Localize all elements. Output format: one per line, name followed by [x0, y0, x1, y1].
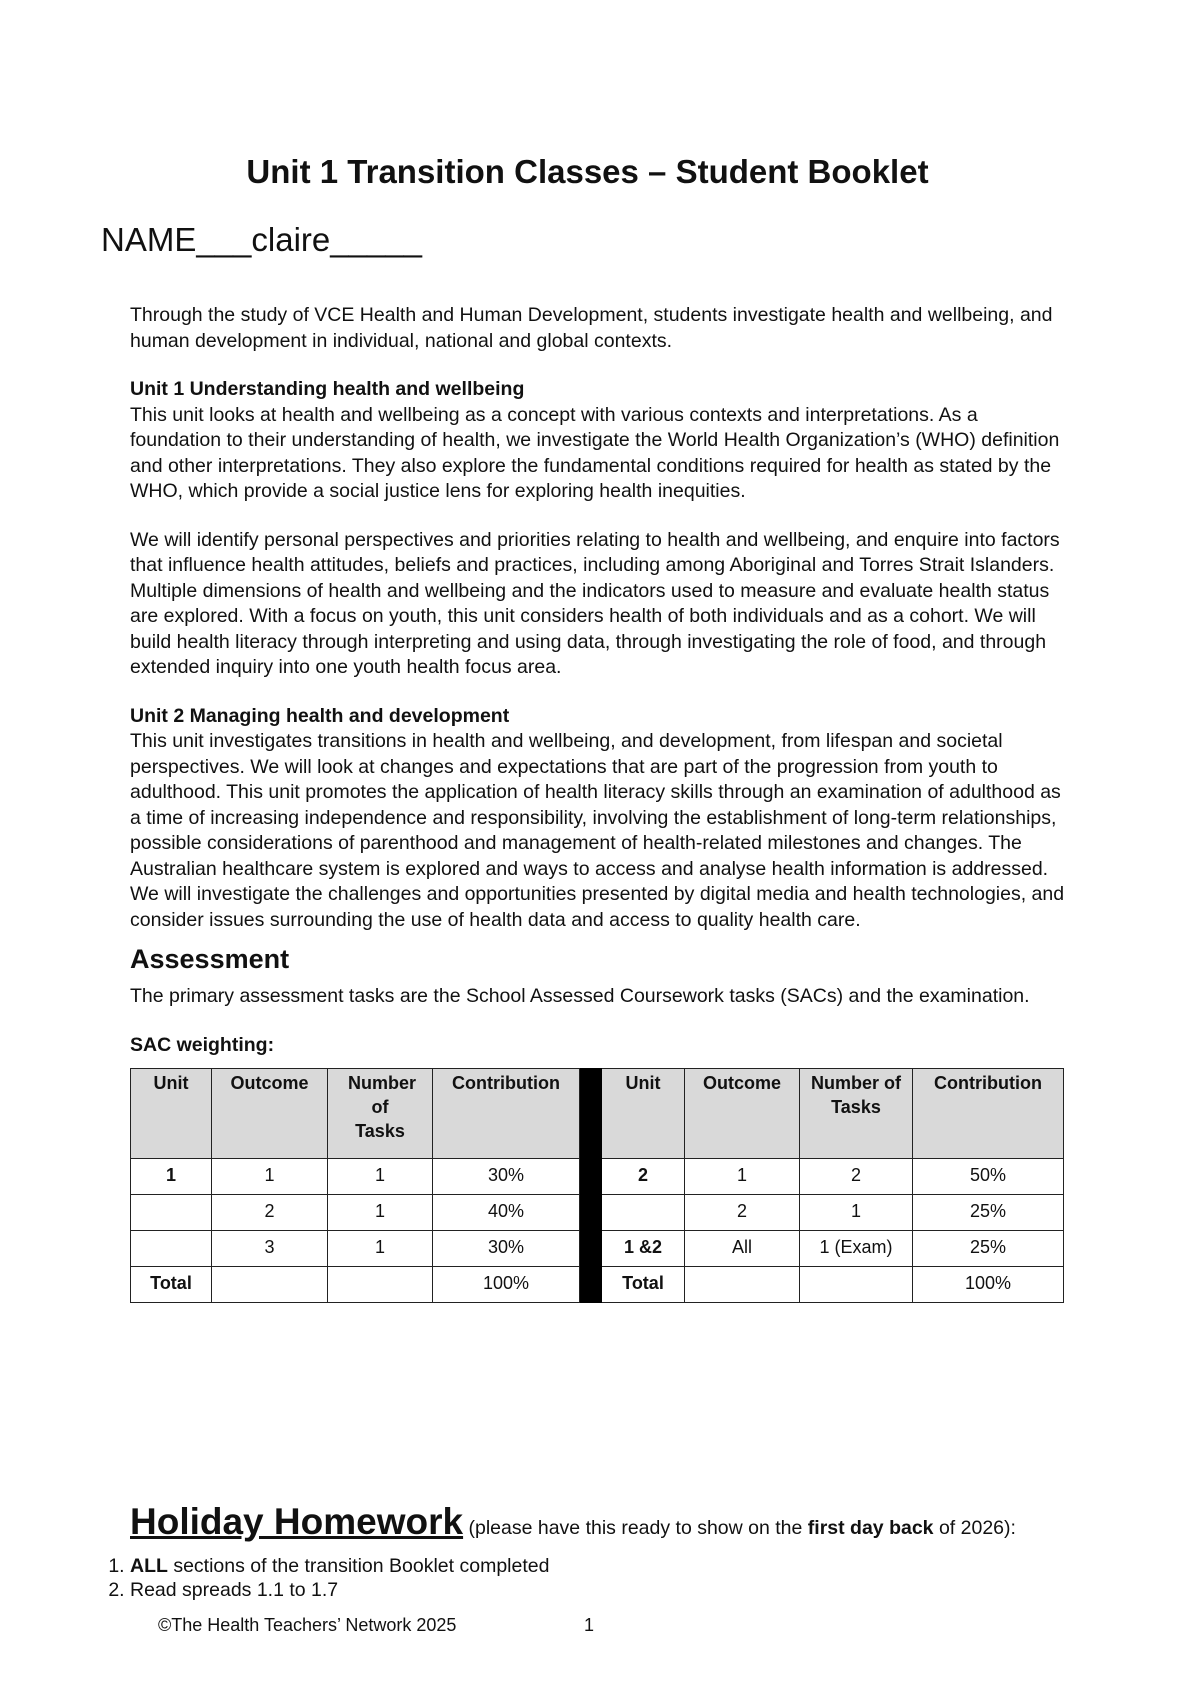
- header-number-of-tasks: Number of Tasks: [800, 1068, 913, 1158]
- cell-outcome: [685, 1266, 800, 1302]
- cell-outcome: 2: [212, 1194, 328, 1230]
- cell-outcome: All: [685, 1230, 800, 1266]
- holiday-homework-title: Holiday Homework: [130, 1501, 464, 1542]
- sac-weighting-table: [130, 1068, 1064, 1303]
- cell-outcome: 1: [212, 1158, 328, 1194]
- page-number: 1: [584, 1615, 595, 1635]
- list-item: 2. Read spreads 1.1 to 1.7: [130, 1578, 549, 1602]
- cell-unit: 2: [602, 1158, 685, 1194]
- cell-unit: [602, 1194, 685, 1230]
- cell-tasks: 1: [328, 1230, 433, 1266]
- holiday-homework-note: (please have this ready to show on the first day back of 2026):: [463, 1517, 1016, 1539]
- cell-contribution: 40%: [433, 1194, 580, 1230]
- table-header-row: [131, 1068, 1064, 1158]
- list-item: 1. ALL sections of the transition Booklet completed: [130, 1554, 549, 1578]
- cell-tasks: 2: [800, 1158, 913, 1194]
- unit1-paragraph-1: This unit looks at health and wellbeing as a concept with various contexts and interpretations. As a foundation to their understanding of health, we investigate the World Health Organization’s (WHO) definition and other interpretations. They also explore the fundamental conditions required for health as stated by the WHO, which provide a social justice lens for exploring health inequities.: [130, 403, 1060, 502]
- cell-unit: [131, 1230, 212, 1266]
- cell-total-label: Total: [602, 1266, 685, 1302]
- cell-contribution: 25%: [913, 1194, 1064, 1230]
- cell-contribution: 30%: [433, 1158, 580, 1194]
- table-row-total: [131, 1266, 1064, 1302]
- cell-outcome: 3: [212, 1230, 328, 1266]
- assessment-text: The primary assessment tasks are the School Assessed Coursework tasks (SACs) and the examination.: [130, 985, 1030, 1007]
- table-divider: [580, 1068, 602, 1158]
- page-title: Unit 1 Transition Classes – Student Booklet: [246, 153, 929, 190]
- homework-list: [108, 1554, 549, 1602]
- cell-tasks: [328, 1266, 433, 1302]
- cell-contribution: 25%: [913, 1230, 1064, 1266]
- header-unit: Unit: [602, 1068, 685, 1158]
- unit2-paragraph: This unit investigates transitions in health and wellbeing, and development, from lifespan and societal perspectives. We will look at changes and expectations that are part of the progression from youth to adulthood. This unit promotes the application of health literacy skills through an examination of adulthood as a time of increasing independence and responsibility, involving the establishment of long-term relationships, possible considerations of parenthood and management of health-related milestones and changes. The Australian healthcare system is explored and ways to access and analyse health information is addressed. We will investigate the challenges and opportunities presented by digital media and health technologies, and consider issues surrounding the use of health data and access to quality health care.: [130, 730, 1065, 931]
- cell-tasks: [800, 1266, 913, 1302]
- cell-outcome: [212, 1266, 328, 1302]
- student-name-line: NAME___claire_____: [101, 221, 423, 258]
- cell-contribution: 100%: [913, 1266, 1064, 1302]
- main-content: [130, 303, 1065, 1303]
- unit1-paragraph-2: We will identify personal perspectives and priorities relating to health and wellbeing, and enquire into factors that influence health attitudes, beliefs and practices, including among Aboriginal and Torres Strait Islanders. Multiple dimensions of health and wellbeing and the indicators used to measure and evaluate health status are explored. With a focus on youth, this unit considers health of both individuals and as a cohort. We will build health literacy through interpreting and using data, through investigating the role of food, and through extended inquiry into one youth health focus area.: [130, 528, 1060, 678]
- intro-paragraph: Through the study of VCE Health and Human Development, students investigate health and wellbeing, and human development in individual, national and global contexts.: [130, 304, 1053, 352]
- cell-contribution: 30%: [433, 1230, 580, 1266]
- table-row: [131, 1194, 1064, 1230]
- cell-tasks: 1: [328, 1158, 433, 1194]
- cell-outcome: 2: [685, 1194, 800, 1230]
- cell-tasks: 1 (Exam): [800, 1230, 913, 1266]
- cell-unit: [131, 1194, 212, 1230]
- header-unit: Unit: [131, 1068, 212, 1158]
- cell-unit: 1: [131, 1158, 212, 1194]
- table-divider: [580, 1266, 602, 1302]
- first-day-back-text: first day back: [807, 1517, 934, 1539]
- table-row: [131, 1230, 1064, 1266]
- assessment-heading: Assessment: [130, 944, 290, 974]
- page-footer: [158, 1615, 758, 1636]
- cell-total-label: Total: [131, 1266, 212, 1302]
- header-contribution: Contribution: [433, 1068, 580, 1158]
- table-divider: [580, 1230, 602, 1266]
- cell-contribution: 100%: [433, 1266, 580, 1302]
- sac-weighting-label: SAC weighting:: [130, 1034, 275, 1056]
- unit2-heading: Unit 2 Managing health and development: [130, 704, 510, 727]
- unit1-heading: Unit 1 Understanding health and wellbeing: [130, 378, 525, 400]
- cell-tasks: 1: [328, 1194, 433, 1230]
- header-outcome: Outcome: [212, 1068, 328, 1158]
- cell-outcome: 1: [685, 1158, 800, 1194]
- cell-tasks: 1: [800, 1194, 913, 1230]
- table-divider: [580, 1158, 602, 1194]
- footer-copyright: ©The Health Teachers’ Network 2025: [158, 1615, 457, 1635]
- cell-contribution: 50%: [913, 1158, 1064, 1194]
- header-contribution: Contribution: [913, 1068, 1064, 1158]
- table-row: [131, 1158, 1064, 1194]
- cell-unit: 1 &2: [602, 1230, 685, 1266]
- table-divider: [580, 1194, 602, 1230]
- header-outcome: Outcome: [685, 1068, 800, 1158]
- header-number-of-tasks: Number of Tasks: [328, 1068, 433, 1158]
- holiday-homework-line: [130, 1500, 1090, 1550]
